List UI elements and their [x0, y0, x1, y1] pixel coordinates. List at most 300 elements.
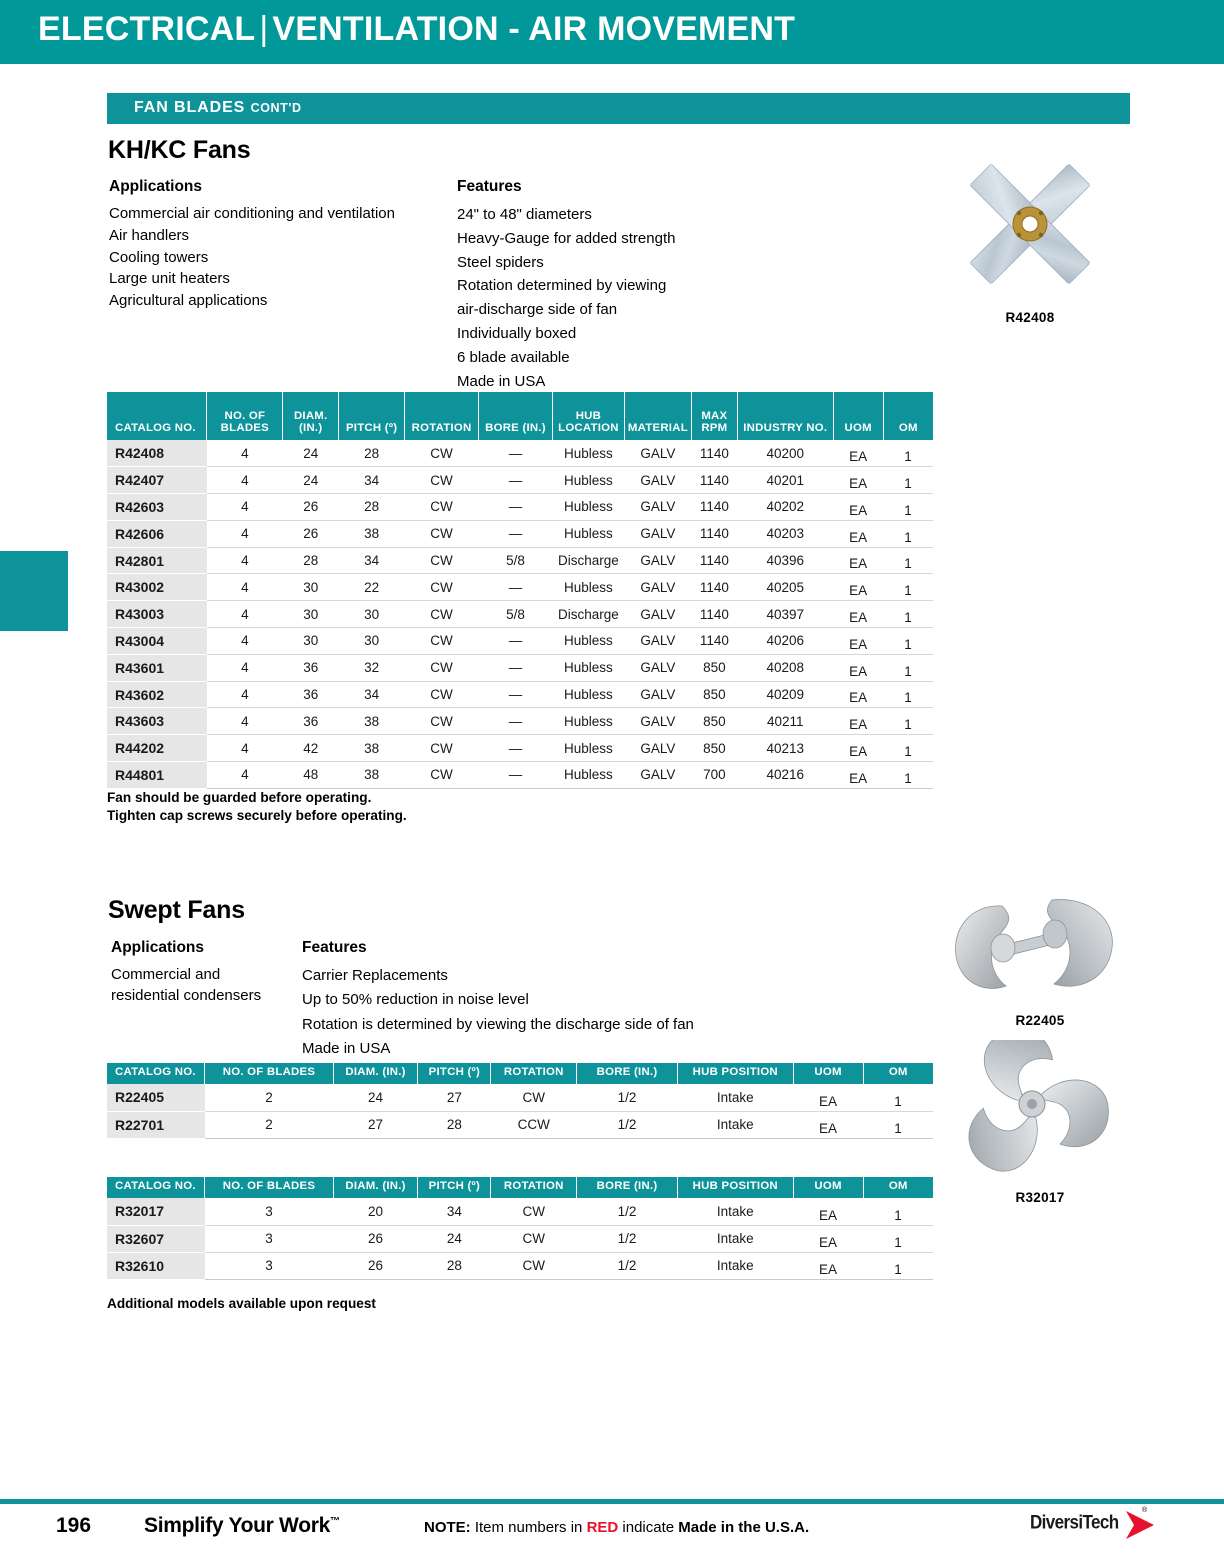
- table-cell: 1/2: [577, 1084, 678, 1111]
- swept-applications-heading: Applications: [111, 939, 205, 956]
- table-cell: 28: [418, 1252, 491, 1279]
- kh-product-image-block: [930, 140, 1130, 325]
- table-cell: EA: [793, 1225, 863, 1252]
- table-row: [107, 547, 933, 574]
- table-cell: 1/2: [577, 1225, 678, 1252]
- diversitech-logo-registered: ®: [1142, 1507, 1148, 1514]
- col-pitch: [418, 1063, 491, 1084]
- kh-feature-item: 6 blade available: [457, 348, 570, 366]
- table-cell: 1: [883, 654, 933, 681]
- col-no-of-blades: [205, 1063, 334, 1084]
- col-label: HUB POSITION: [692, 1180, 778, 1193]
- col-label-line1: NO. OF: [224, 409, 266, 422]
- table-cell: EA: [833, 708, 883, 735]
- col-label: OM: [888, 1066, 908, 1079]
- table-cell: 40216: [737, 762, 833, 789]
- table-cell: 1: [863, 1084, 933, 1111]
- table-cell: GALV: [624, 708, 691, 735]
- table-cell: 34: [339, 681, 405, 708]
- table-cell: CW: [491, 1252, 577, 1279]
- col-bore: [479, 392, 553, 440]
- table-cell: 30: [339, 628, 405, 655]
- table-cell: 1140: [691, 628, 737, 655]
- table-cell: GALV: [624, 520, 691, 547]
- table-row: [107, 440, 933, 467]
- table-cell: Hubless: [552, 440, 624, 467]
- col-label: PITCH (º): [428, 1180, 481, 1193]
- kh-kc-fans-heading: KH/KC Fans: [108, 136, 251, 164]
- table-cell: 40208: [737, 654, 833, 681]
- page-title: [38, 10, 795, 49]
- table-row: [107, 520, 933, 547]
- table-cell: CW: [491, 1198, 577, 1225]
- table-cell: 1: [883, 601, 933, 628]
- kh-kc-fans-spec-table: [107, 392, 933, 789]
- table-cell: 30: [283, 601, 339, 628]
- table-cell: Intake: [678, 1111, 794, 1138]
- kh-product-image-caption: R42408: [1005, 310, 1055, 325]
- col-no-of-blades: [205, 1177, 334, 1198]
- table-row: [107, 1084, 933, 1111]
- col-catalog-no: [107, 1063, 205, 1084]
- col-uom: [793, 1177, 863, 1198]
- col-label-line2: BLADES: [220, 422, 270, 435]
- table-cell: 1: [883, 547, 933, 574]
- table-cell: 1: [883, 520, 933, 547]
- swept-2blade-image-block: [940, 890, 1140, 1028]
- kh-feature-item: Rotation determined by viewing: [457, 277, 667, 295]
- table-cell: 1: [883, 735, 933, 762]
- table-row: [107, 494, 933, 521]
- table-row: [107, 654, 933, 681]
- table-cell: —: [479, 762, 553, 789]
- footer-tagline-tm: ™: [329, 1516, 340, 1527]
- table-cell: 4: [207, 440, 283, 467]
- table-cell: 1: [883, 628, 933, 655]
- table-cell: 5/8: [479, 547, 553, 574]
- table-cell: Hubless: [552, 520, 624, 547]
- table-cell: 4: [207, 467, 283, 494]
- col-label: UOM: [844, 422, 872, 435]
- col-om: [863, 1177, 933, 1198]
- col-label: BORE (IN.): [485, 422, 546, 435]
- col-om: [883, 392, 933, 440]
- page-title-separator: |: [259, 10, 269, 48]
- table-cell: Hubless: [552, 681, 624, 708]
- col-label: BORE (IN.): [596, 1180, 658, 1193]
- section-banner-title: FAN BLADES: [134, 99, 246, 116]
- table-cell: 36: [283, 681, 339, 708]
- cell-catalog-no: R32610: [107, 1252, 205, 1279]
- diversitech-arrow-icon: [1124, 1509, 1164, 1543]
- table-cell: 27: [418, 1084, 491, 1111]
- cell-catalog-no: R42606: [107, 520, 207, 547]
- cell-catalog-no: R32607: [107, 1225, 205, 1252]
- table-cell: EA: [833, 574, 883, 601]
- col-diam: [333, 1063, 417, 1084]
- table-cell: 1140: [691, 440, 737, 467]
- swept-2blade-table-body: [107, 1084, 933, 1138]
- kh-feature-item: 24" to 48" diameters: [457, 206, 592, 223]
- table-cell: 1: [863, 1225, 933, 1252]
- col-material: [624, 392, 691, 440]
- table-cell: 1140: [691, 494, 737, 521]
- swept-applications-block: [111, 939, 301, 1006]
- col-label: CATALOG NO.: [115, 1066, 196, 1079]
- col-label: UOM: [814, 1180, 842, 1193]
- footer-tagline: [144, 1514, 340, 1538]
- col-rotation: [405, 392, 479, 440]
- cell-catalog-no: R43603: [107, 708, 207, 735]
- col-om: [863, 1063, 933, 1084]
- table-cell: 3: [205, 1198, 334, 1225]
- table-cell: CW: [405, 762, 479, 789]
- table-cell: 36: [283, 708, 339, 735]
- table-cell: Intake: [678, 1198, 794, 1225]
- swept-3blade-image-caption: R32017: [1015, 1190, 1065, 1205]
- table-row: [107, 1198, 933, 1225]
- table-cell: GALV: [624, 628, 691, 655]
- swept-features-heading: Features: [302, 939, 367, 956]
- table-cell: EA: [833, 520, 883, 547]
- table-cell: EA: [833, 440, 883, 467]
- kh-application-item: Large unit heaters: [109, 270, 230, 288]
- col-uom: [793, 1063, 863, 1084]
- table-cell: 4: [207, 574, 283, 601]
- table-cell: —: [479, 440, 553, 467]
- kh-application-item: Air handlers: [109, 226, 190, 244]
- table-cell: 850: [691, 735, 737, 762]
- table-cell: Discharge: [552, 547, 624, 574]
- table-cell: CW: [405, 440, 479, 467]
- section-banner-label: [134, 99, 302, 117]
- table-cell: EA: [833, 467, 883, 494]
- table-cell: —: [479, 574, 553, 601]
- table-cell: 40396: [737, 547, 833, 574]
- col-label: CATALOG NO.: [115, 422, 196, 435]
- table-header-row: [107, 392, 933, 440]
- table-cell: 2: [205, 1084, 334, 1111]
- table-row: [107, 1225, 933, 1252]
- swept-feature-item: Rotation is determined by viewing the discharge side of fan: [302, 1015, 694, 1033]
- table-cell: 1: [883, 762, 933, 789]
- footer-note-text-2: indicate: [622, 1519, 675, 1536]
- kh-features-block: [457, 178, 757, 393]
- cell-catalog-no: R22405: [107, 1084, 205, 1111]
- table-cell: 30: [283, 628, 339, 655]
- table-cell: 4: [207, 601, 283, 628]
- table-cell: 1/2: [577, 1252, 678, 1279]
- table-cell: GALV: [624, 735, 691, 762]
- table-cell: CW: [491, 1084, 577, 1111]
- table-cell: 38: [339, 708, 405, 735]
- table-cell: 2: [205, 1111, 334, 1138]
- table-cell: 27: [333, 1111, 417, 1138]
- table-cell: 1140: [691, 467, 737, 494]
- table-cell: 28: [418, 1111, 491, 1138]
- table-cell: EA: [833, 601, 883, 628]
- swept-3blade-table-body: [107, 1198, 933, 1279]
- swept-3blade-image-block: [940, 1040, 1140, 1205]
- table-cell: 700: [691, 762, 737, 789]
- table-cell: 36: [283, 654, 339, 681]
- diversitech-logo: [1030, 1505, 1170, 1545]
- table-cell: EA: [793, 1111, 863, 1138]
- col-diam: [333, 1177, 417, 1198]
- col-label: PITCH (º): [428, 1066, 481, 1079]
- table-cell: GALV: [624, 547, 691, 574]
- table-cell: CW: [405, 628, 479, 655]
- fan-blade-4blade-galvanized-image: [930, 140, 1130, 305]
- table-cell: CW: [405, 467, 479, 494]
- col-label: ROTATION: [503, 1066, 564, 1079]
- table-cell: 38: [339, 735, 405, 762]
- table-row: [107, 467, 933, 494]
- table-cell: EA: [793, 1252, 863, 1279]
- table-row: [107, 762, 933, 789]
- table-cell: GALV: [624, 681, 691, 708]
- kh-warning-line-1: Fan should be guarded before operating.: [107, 790, 372, 805]
- table-cell: Discharge: [552, 601, 624, 628]
- col-hub-location: [552, 392, 624, 440]
- table-cell: Hubless: [552, 708, 624, 735]
- cell-catalog-no: R43002: [107, 574, 207, 601]
- table-cell: Hubless: [552, 574, 624, 601]
- table-cell: 32: [339, 654, 405, 681]
- col-pitch: [418, 1177, 491, 1198]
- table-cell: CW: [405, 547, 479, 574]
- table-cell: 40205: [737, 574, 833, 601]
- table-row: [107, 1252, 933, 1279]
- table-cell: 850: [691, 708, 737, 735]
- fan-blade-3blade-swept-image: [940, 1040, 1140, 1185]
- swept-fans-heading: Swept Fans: [108, 896, 245, 924]
- col-label: ROTATION: [411, 422, 472, 435]
- col-bore: [577, 1177, 678, 1198]
- swept-fans-3blade-table: [107, 1177, 933, 1280]
- table-cell: 34: [339, 467, 405, 494]
- table-cell: CW: [491, 1225, 577, 1252]
- kh-table-body: [107, 440, 933, 788]
- table-cell: 24: [333, 1084, 417, 1111]
- col-max-rpm: [691, 392, 737, 440]
- page-header: [0, 0, 1224, 64]
- col-label-line1: HUB: [575, 409, 602, 422]
- footer-note-label: NOTE:: [424, 1519, 471, 1536]
- table-cell: 1/2: [577, 1111, 678, 1138]
- table-cell: EA: [833, 494, 883, 521]
- swept-feature-item: Made in USA: [302, 1039, 391, 1057]
- table-cell: EA: [793, 1084, 863, 1111]
- footer-tagline-text: Simplify Your Work: [144, 1514, 330, 1537]
- col-label: MATERIAL: [627, 422, 688, 435]
- cell-catalog-no: R32017: [107, 1198, 205, 1225]
- table-cell: GALV: [624, 574, 691, 601]
- col-rotation: [491, 1177, 577, 1198]
- footer-note-red: RED: [586, 1519, 619, 1536]
- table-cell: 40209: [737, 681, 833, 708]
- table-cell: 40213: [737, 735, 833, 762]
- table-cell: GALV: [624, 762, 691, 789]
- footer-note-usa: Made in the U.S.A.: [678, 1519, 810, 1536]
- col-catalog-no: [107, 1177, 205, 1198]
- section-banner: [107, 93, 1130, 124]
- cell-catalog-no: R43004: [107, 628, 207, 655]
- kh-application-item: Agricultural applications: [109, 292, 268, 310]
- kh-applications-block: [109, 178, 454, 312]
- fan-blade-2blade-swept-image: [940, 890, 1140, 1008]
- col-industry-no: [737, 392, 833, 440]
- table-cell: 4: [207, 547, 283, 574]
- table-cell: EA: [833, 547, 883, 574]
- table-cell: 40397: [737, 601, 833, 628]
- table-cell: 3: [205, 1225, 334, 1252]
- table-cell: 40201: [737, 467, 833, 494]
- table-row: [107, 574, 933, 601]
- table-cell: EA: [833, 681, 883, 708]
- col-label: CATALOG NO.: [115, 1180, 196, 1193]
- kh-applications-heading: Applications: [109, 178, 203, 195]
- table-cell: CW: [405, 520, 479, 547]
- col-label: HUB POSITION: [692, 1066, 778, 1079]
- table-cell: CCW: [491, 1111, 577, 1138]
- table-cell: GALV: [624, 654, 691, 681]
- col-catalog-no: [107, 392, 207, 440]
- table-cell: CW: [405, 494, 479, 521]
- table-cell: 30: [283, 574, 339, 601]
- col-label: NO. OF BLADES: [222, 1066, 316, 1079]
- cell-catalog-no: R42801: [107, 547, 207, 574]
- footer-note: [424, 1519, 809, 1536]
- swept-fans-2blade-table: [107, 1063, 933, 1139]
- table-cell: 4: [207, 520, 283, 547]
- col-label: ROTATION: [503, 1180, 564, 1193]
- table-cell: 1140: [691, 574, 737, 601]
- cell-catalog-no: R44202: [107, 735, 207, 762]
- cell-catalog-no: R42603: [107, 494, 207, 521]
- kh-feature-item: air-discharge side of fan: [457, 301, 618, 319]
- cell-catalog-no: R22701: [107, 1111, 205, 1138]
- swept-feature-item: Carrier Replacements: [302, 967, 448, 984]
- table-cell: 26: [333, 1252, 417, 1279]
- cell-catalog-no: R44801: [107, 762, 207, 789]
- col-label-line2: (IN.): [299, 422, 323, 435]
- table-cell: EA: [833, 628, 883, 655]
- col-label: UOM: [814, 1066, 842, 1079]
- table-cell: Intake: [678, 1084, 794, 1111]
- table-cell: —: [479, 494, 553, 521]
- table-cell: CW: [405, 681, 479, 708]
- table-cell: 38: [339, 762, 405, 789]
- kh-application-item: Commercial air conditioning and ventilation: [109, 205, 395, 222]
- cell-catalog-no: R43601: [107, 654, 207, 681]
- table-cell: 4: [207, 762, 283, 789]
- table-cell: 42: [283, 735, 339, 762]
- table-cell: 24: [283, 467, 339, 494]
- col-label: DIAM. (IN.): [345, 1180, 406, 1193]
- table-cell: —: [479, 735, 553, 762]
- table-cell: —: [479, 654, 553, 681]
- table-cell: 26: [283, 494, 339, 521]
- table-cell: 38: [339, 520, 405, 547]
- col-label: DIAM. (IN.): [345, 1066, 406, 1079]
- table-cell: 1/2: [577, 1198, 678, 1225]
- swept-feature-item: Up to 50% reduction in noise level: [302, 991, 529, 1009]
- table-row: [107, 681, 933, 708]
- table-cell: 20: [333, 1198, 417, 1225]
- col-hub-position: [678, 1063, 794, 1084]
- table-row: [107, 735, 933, 762]
- table-cell: 40203: [737, 520, 833, 547]
- table-cell: 1: [863, 1111, 933, 1138]
- swept-application-item: residential condensers: [111, 987, 262, 1004]
- col-label: INDUSTRY NO.: [743, 422, 828, 435]
- swept-application-item: Commercial and: [111, 966, 221, 983]
- kh-features-heading: Features: [457, 178, 522, 195]
- footer-page-number: 196: [56, 1514, 92, 1537]
- col-uom: [833, 392, 883, 440]
- col-label: PITCH (º): [345, 422, 398, 435]
- cell-catalog-no: R43602: [107, 681, 207, 708]
- table-cell: EA: [833, 654, 883, 681]
- kh-warning-note: [107, 789, 407, 824]
- table-cell: 40200: [737, 440, 833, 467]
- table-cell: 30: [339, 601, 405, 628]
- table-cell: 28: [339, 440, 405, 467]
- table-cell: GALV: [624, 440, 691, 467]
- table-cell: Hubless: [552, 654, 624, 681]
- section-edge-tab: [0, 551, 68, 631]
- table-cell: 1: [883, 708, 933, 735]
- table-cell: Hubless: [552, 467, 624, 494]
- table-header-row: [107, 1063, 933, 1084]
- page-title-subcategory: VENTILATION - AIR MOVEMENT: [272, 10, 796, 48]
- col-label: NO. OF BLADES: [222, 1180, 316, 1193]
- kh-feature-item: Individually boxed: [457, 324, 577, 342]
- table-cell: GALV: [624, 601, 691, 628]
- table-cell: CW: [405, 574, 479, 601]
- table-cell: Intake: [678, 1225, 794, 1252]
- swept-2blade-image-caption: R22405: [1015, 1013, 1065, 1028]
- swept-additional-models-note: Additional models available upon request: [107, 1296, 376, 1311]
- swept-features-block: [302, 939, 772, 1061]
- table-cell: 1: [883, 467, 933, 494]
- table-header-row: [107, 1177, 933, 1198]
- col-rotation: [491, 1063, 577, 1084]
- col-bore: [577, 1063, 678, 1084]
- table-cell: GALV: [624, 494, 691, 521]
- table-cell: 1140: [691, 547, 737, 574]
- table-cell: —: [479, 681, 553, 708]
- table-cell: EA: [833, 762, 883, 789]
- col-no-of-blades: [207, 392, 283, 440]
- table-cell: 22: [339, 574, 405, 601]
- table-cell: 34: [418, 1198, 491, 1225]
- table-cell: 1: [863, 1252, 933, 1279]
- table-cell: CW: [405, 654, 479, 681]
- cell-catalog-no: R42407: [107, 467, 207, 494]
- table-cell: 28: [283, 547, 339, 574]
- table-cell: 1: [883, 681, 933, 708]
- table-cell: EA: [833, 735, 883, 762]
- table-cell: CW: [405, 601, 479, 628]
- table-cell: 4: [207, 735, 283, 762]
- kh-application-item: Cooling towers: [109, 248, 209, 266]
- cell-catalog-no: R42408: [107, 440, 207, 467]
- table-cell: —: [479, 628, 553, 655]
- diversitech-logo-text: DiversiTech: [1030, 1511, 1119, 1533]
- table-cell: 28: [339, 494, 405, 521]
